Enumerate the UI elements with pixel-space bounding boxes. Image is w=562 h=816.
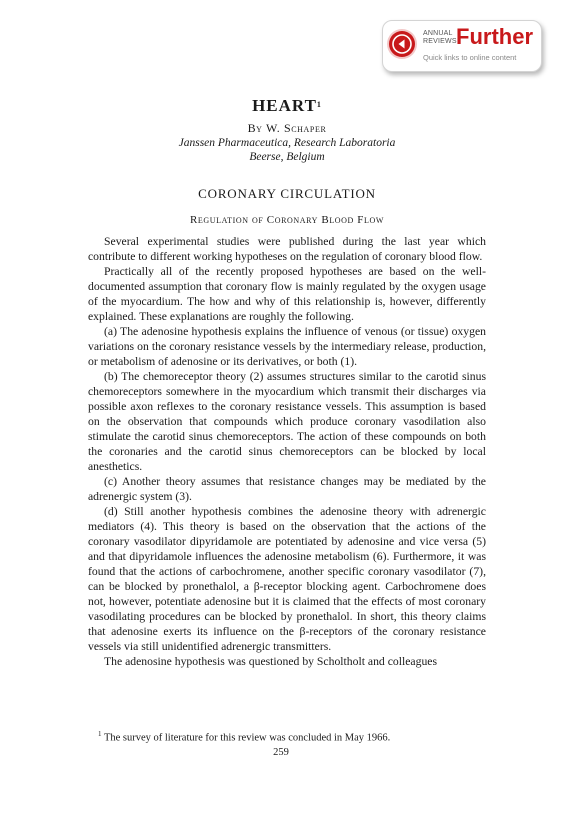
paragraph: (b) The chemoreceptor theory (2) assumes structures similar to the carotid sinus chemoreceptors somewhere in the myocardium which transmit their discharges via possible axon reflexes to the coronary resistance vessels. This assumption is based on the observation that compounds which produce coronary vasodilation also stimulate the carotid sinus chemoreceptors. The action of these compounds on both the coronaries and the carotid sinus chemoreceptors can be blocked by local anesthetics. — [88, 370, 486, 473]
author-line: By W. Schaper — [247, 121, 327, 135]
badge-subtitle: Quick links to online content — [423, 53, 517, 62]
play-arrow-icon[interactable] — [389, 31, 415, 57]
further-links-badge[interactable] — [382, 20, 542, 72]
article-title-text: HEART — [252, 96, 317, 115]
footnote — [88, 728, 486, 745]
subsection-heading: Regulation of Coronary Blood Flow — [189, 214, 385, 226]
paragraph: Several experimental studies were published during the last year which contribute to different working hypotheses on the regulation of coronary blood flow. — [88, 235, 486, 263]
page-number: 259 — [273, 747, 289, 758]
footnote-text: The survey of literature for this review was concluded in May 1966. — [103, 732, 391, 744]
affiliation-institution: Janssen Pharmaceutica, Research Laboratoria — [178, 137, 396, 149]
body-text — [88, 234, 486, 669]
affiliation-location: Beerse, Belgium — [249, 151, 325, 163]
badge-reviews-text: REVIEWS — [423, 38, 457, 45]
paragraph: The adenosine hypothesis was questioned by Scholtholt and colleagues — [104, 655, 438, 668]
article-body — [88, 96, 486, 669]
title-footnote-marker: 1 — [316, 100, 322, 109]
paragraph: (a) The adenosine hypothesis explains the influence of venous (or tissue) oxygen variations on the coronary resistance vessels by the intermediary release, production, or metabolism of adenosine or its derivatives, or both (1). — [88, 325, 486, 368]
article-title — [88, 96, 486, 116]
badge-publisher-label — [423, 30, 457, 46]
badge-annual-text: ANNUAL — [423, 30, 453, 37]
badge-further-text[interactable]: Further — [456, 24, 533, 49]
footnote-marker: 1 — [98, 730, 102, 738]
paragraph: Practically all of the recently proposed hypotheses are based on the well-documented assumption that coronary flow is mainly regulated by the oxygen usage of the myocardium. The how and why of this relationship is, however, differently explained. These explanations are roughly the following. — [88, 265, 486, 323]
section-heading: CORONARY CIRCULATION — [198, 186, 376, 201]
paragraph: (c) Another theory assumes that resistance changes may be mediated by the adrenergic system (3). — [88, 475, 486, 503]
paragraph: (d) Still another hypothesis combines the adenosine theory with adrenergic mediators (4). This theory is based on the observation that the actions of the coronary vasodilator dipyridamole are potentiated by adenosine and vice versa (5) and that dipyridamole influences the adenosine metabolism (6). Furthermore, it was found that the actions of carbochromene, another specific coronary vasodilator (7), can be blocked by pronethalol, a β-receptor blocking agent. Carbochromene does not, however, potentiate adenosine but it is claimed that the effects of most coronary vasodilating procedures can be blocked by pronethalol. In short, this theory claims that adenosine exerts its influence on the β-receptors of the coronary resistance vessels via still unidentified adrenergic transmitters. — [88, 505, 486, 653]
